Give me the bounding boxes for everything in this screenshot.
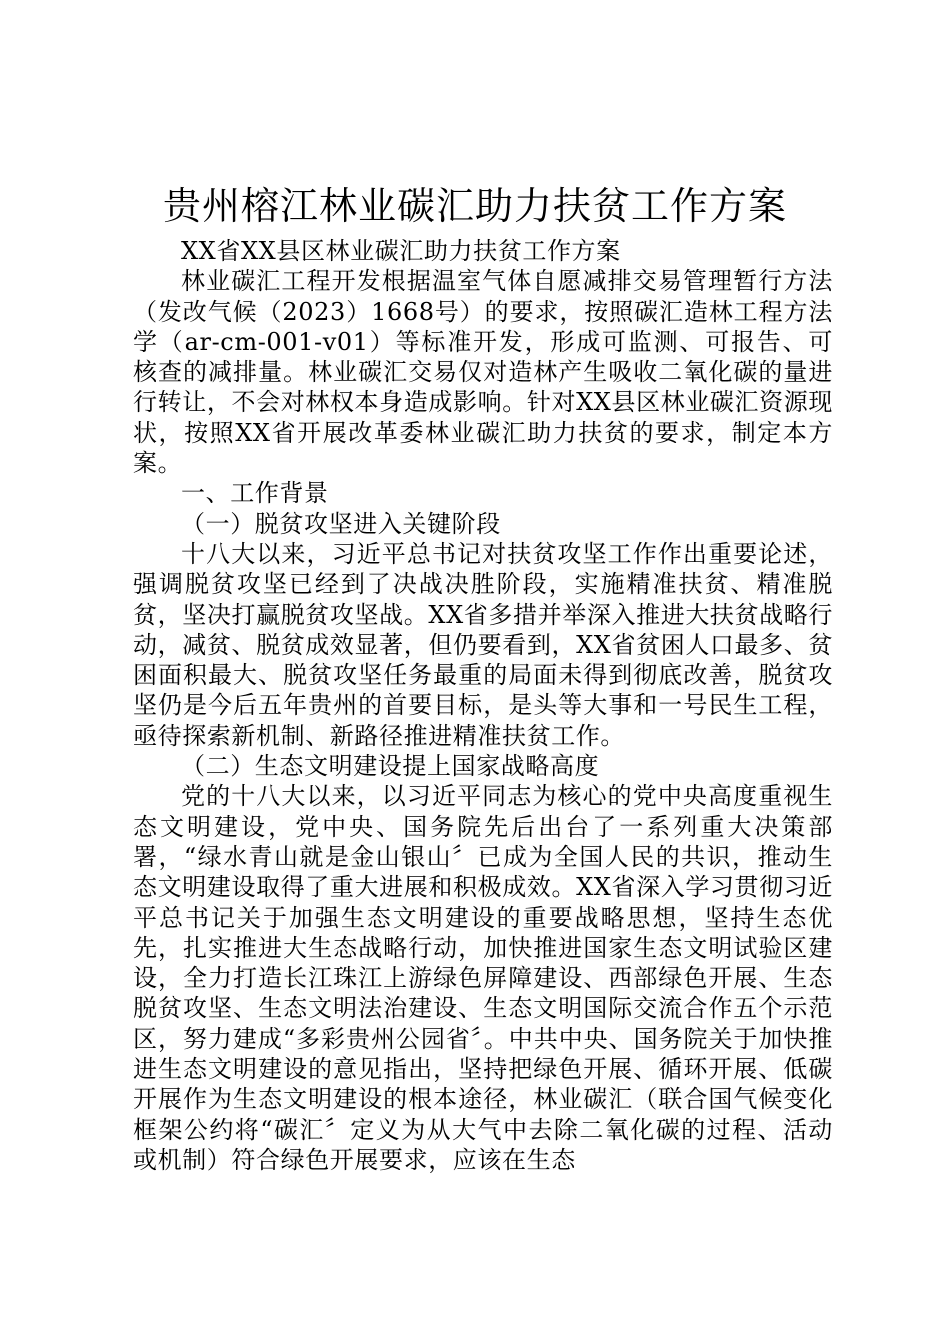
body-paragraph-2: 党的十八大以来，以习近平同志为核心的党中央高度重视生态文明建设，党中央、国务院先后出台了一系列重大决策部署，“绿水青山就是金山银山〞已成为全国人民的共识，推动生态文明建设取得了重大进展和积极成效。XX省深入学习贯彻习近平总书记关于加强生态文明建设的重要战略思想，坚持生态优先，扎实推进大生态战略行动，加快推进国家生态文明试验区建设，全力打造长江珠江上游绿色屏障建设、西部绿色开展、生态脱贫攻坚、生态文明法治建设、生态文明国际交流合作五个示范区，努力建成“多彩贵州公园省〞。中共中央、国务院关于加快推进生态文明建设的意见指出，坚持把绿色开展、循环开展、低碳开展作为生态文明建设的根本途径，林业碳汇（联合国气候变化框架公约将“碳汇〞定义为从大气中去除二氧化碳的过程、活动或机制）符合绿色开展要求，应该在生态 (133, 782, 833, 1174)
subtitle-paragraph: XX省XX县区林业碳汇助力扶贫工作方案 (181, 237, 621, 265)
document-title: 贵州榕江林业碳汇助力扶贫工作方案 (162, 184, 787, 228)
document-body (133, 236, 833, 1175)
intro-paragraph: 林业碳汇工程开发根据温室气体自愿减排交易管理暂行方法（发改气候（2023）1668号）的要求，按照碳汇造林工程方法学（ar-cm-001-v01）等标准开发，形成可监测、可报告、可核查的减排量。林业碳汇交易仅对造林产生吸收二氧化碳的量进行转让，不会对林权本身造成影响。针对XX县区林业碳汇资源现状，按照XX省开展改革委林业碳汇助力扶贫的要求，制定本方案。 (133, 267, 833, 478)
section-heading-background: 一、工作背景 (181, 479, 329, 508)
subsection-heading-1: （一）脱贫攻坚进入关键阶段 (181, 509, 501, 538)
body-paragraph-1: 十八大以来，习近平总书记对扶贫攻坚工作作出重要论述，强调脱贫攻坚已经到了决战决胜阶段，实施精准扶贫、精准脱贫，坚决打赢脱贫攻坚战。XX省多措并举深入推进大扶贫战略行动，减贫、脱贫成效显著，但仍要看到，XX省贫困人口最多、贫困面积最大、脱贫攻坚任务最重的局面未得到彻底改善，脱贫攻坚仍是今后五年贵州的首要目标，是头等大事和一号民生工程，亟待探索新机制、新路径推进精准扶贫工作。 (133, 539, 833, 750)
subsection-heading-2: （二）生态文明建设提上国家战略高度 (181, 752, 600, 781)
